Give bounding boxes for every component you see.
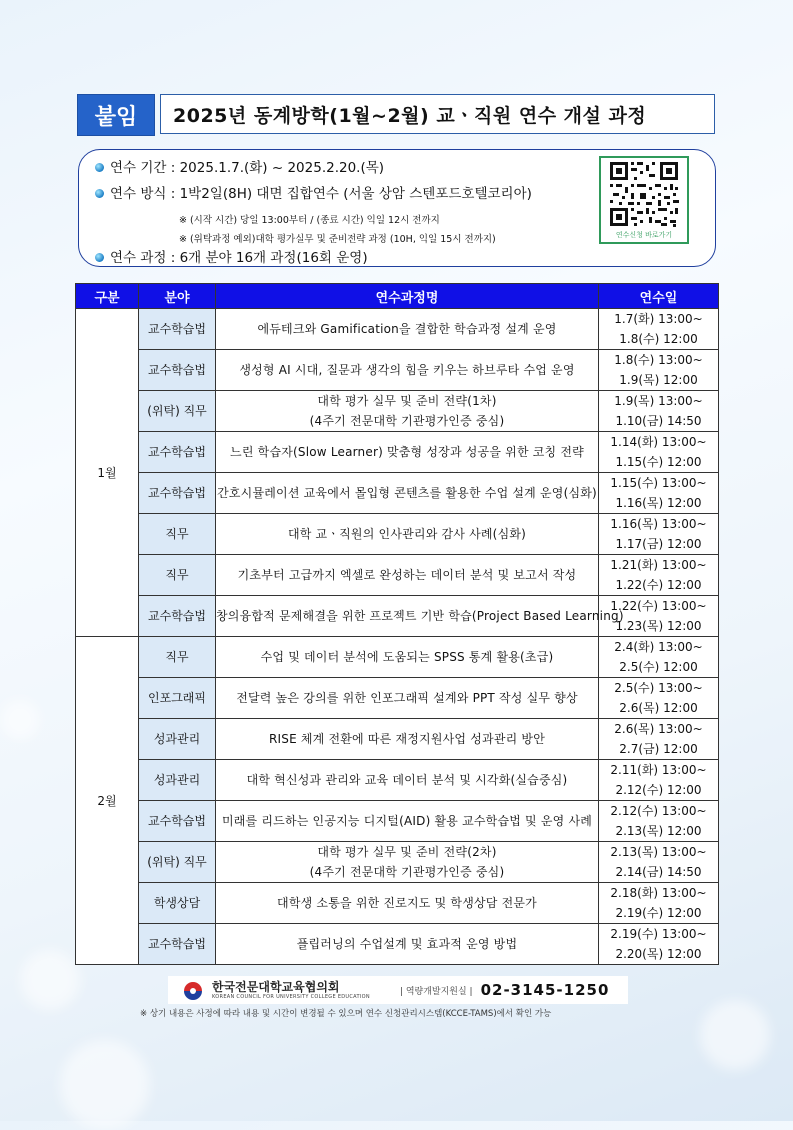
field-cell: 교수학습법 xyxy=(139,432,216,473)
course-cell xyxy=(216,473,599,514)
background-bokeh xyxy=(60,1040,150,1130)
table-header-row xyxy=(76,284,719,309)
course-cell xyxy=(216,637,599,678)
course-name: 플립러닝의 수업설계 및 효과적 운영 방법 xyxy=(296,937,518,951)
date-cell xyxy=(599,760,719,801)
date-start: 2.5(수) 13:00~ xyxy=(614,681,703,695)
course-cell xyxy=(216,842,599,883)
org-emblem-icon xyxy=(182,979,204,1001)
course-name: 대학 교ㆍ직원의 인사관리와 감사 사례(심화) xyxy=(287,527,527,541)
info-method-text: 연수 방식 : 1박2일(8H) 대면 집합연수 (서울 상암 스텐포드호텔코리아) xyxy=(110,186,532,202)
date-start: 1.8(수) 13:00~ xyxy=(614,353,703,367)
course-cell xyxy=(216,350,599,391)
date-cell xyxy=(599,678,719,719)
course-name: 기초부터 고급까지 엑셀로 완성하는 데이터 분석 및 보고서 작성 xyxy=(237,568,577,582)
table-row xyxy=(76,637,719,678)
attachment-tag: 붙임 xyxy=(77,94,155,136)
table-row xyxy=(76,596,719,637)
course-name: 대학 혁신성과 관리와 교육 데이터 분석 및 시각화(실습중심) xyxy=(246,773,568,787)
field-cell: 교수학습법 xyxy=(139,473,216,514)
date-cell xyxy=(599,883,719,924)
course-name: RISE 체계 전환에 따른 재정지원사업 성과관리 방안 xyxy=(268,732,545,746)
field-cell: 직무 xyxy=(139,555,216,596)
qr-caption: 연수신청 바로가기 xyxy=(615,231,673,239)
field-cell: 교수학습법 xyxy=(139,350,216,391)
course-subtitle: (4주기 전문대학 기관평가인증 중심) xyxy=(309,865,505,879)
course-cell xyxy=(216,924,599,965)
course-cell xyxy=(216,760,599,801)
date-end: 1.22(수) 12:00 xyxy=(615,578,702,592)
course-cell xyxy=(216,514,599,555)
date-start: 2.13(목) 13:00~ xyxy=(610,845,707,859)
date-end: 1.16(목) 12:00 xyxy=(615,496,702,510)
bullet-icon xyxy=(95,189,104,198)
date-start: 2.18(화) 13:00~ xyxy=(610,886,707,900)
field-cell: 성과관리 xyxy=(139,760,216,801)
date-end: 2.14(금) 14:50 xyxy=(615,865,702,879)
date-end: 2.6(목) 12:00 xyxy=(619,701,698,715)
bullet-icon xyxy=(95,253,104,262)
table-row xyxy=(76,678,719,719)
field-cell: 직무 xyxy=(139,514,216,555)
field-cell: 교수학습법 xyxy=(139,924,216,965)
field-cell: 직무 xyxy=(139,637,216,678)
info-note-1: ※ (시작 시간) 당일 13:00부터 / (종료 시간) 익일 12시 전까지 xyxy=(179,215,440,226)
date-end: 2.12(수) 12:00 xyxy=(615,783,702,797)
course-name: 창의융합적 문제해결을 위한 프로젝트 기반 학습(Project Based Learning) xyxy=(216,609,624,623)
date-cell xyxy=(599,719,719,760)
info-period-text: 연수 기간 : 2025.1.7.(화) ~ 2025.2.20.(목) xyxy=(110,160,385,176)
phone-number: 02-3145-1250 xyxy=(480,981,610,999)
date-cell xyxy=(599,637,719,678)
info-courses xyxy=(95,246,368,266)
date-cell xyxy=(599,514,719,555)
date-start: 1.16(목) 13:00~ xyxy=(610,517,707,531)
background-bokeh xyxy=(20,950,80,1010)
date-cell xyxy=(599,432,719,473)
date-end: 1.17(금) 12:00 xyxy=(615,537,702,551)
date-cell xyxy=(599,391,719,432)
course-cell xyxy=(216,555,599,596)
date-cell xyxy=(599,596,719,637)
course-name: 에듀테크와 Gamification을 결합한 학습과정 설계 운영 xyxy=(257,322,557,336)
department: | 역량개발지원실 | xyxy=(399,986,473,997)
field-cell: 교수학습법 xyxy=(139,596,216,637)
course-cell xyxy=(216,309,599,350)
table-row xyxy=(76,801,719,842)
field-cell: (위탁) 직무 xyxy=(139,842,216,883)
date-start: 2.6(목) 13:00~ xyxy=(614,722,703,736)
background-bokeh xyxy=(0,700,40,740)
field-cell: 교수학습법 xyxy=(139,309,216,350)
date-start: 1.9(목) 13:00~ xyxy=(614,394,703,408)
header-category: 구분 xyxy=(76,284,139,309)
month-cell: 1월 xyxy=(76,309,139,637)
date-start: 1.15(수) 13:00~ xyxy=(610,476,707,490)
course-name: 느린 학습자(Slow Learner) 맞춤형 성장과 성공을 위한 코칭 전략 xyxy=(230,445,584,459)
info-box xyxy=(78,149,716,267)
header-field: 분야 xyxy=(139,284,216,309)
table-row xyxy=(76,514,719,555)
date-end: 2.5(수) 12:00 xyxy=(619,660,698,674)
course-cell xyxy=(216,678,599,719)
course-subtitle: (4주기 전문대학 기관평가인증 중심) xyxy=(309,414,505,428)
date-start: 1.14(화) 13:00~ xyxy=(610,435,707,449)
date-end: 2.13(목) 12:00 xyxy=(615,824,702,838)
course-name: 전달력 높은 강의를 위한 인포그래픽 설계와 PPT 작성 실무 향상 xyxy=(236,691,578,705)
course-cell xyxy=(216,596,624,637)
qr-code-icon xyxy=(601,158,687,230)
info-method xyxy=(95,182,532,202)
field-cell: 인포그래픽 xyxy=(139,678,216,719)
info-courses-text: 연수 과정 : 6개 분야 16개 과정(16회 운영) xyxy=(110,250,368,266)
date-cell xyxy=(599,555,719,596)
qr-code[interactable] xyxy=(599,156,689,244)
table-row xyxy=(76,842,719,883)
date-end: 2.20(목) 12:00 xyxy=(615,947,702,961)
footer-banner xyxy=(168,976,628,1004)
table-row xyxy=(76,924,719,965)
info-note-2: ※ (위탁과정 예외)대학 평가실무 및 준비전략 과정 (10H, 익일 15시 전까지) xyxy=(179,234,496,245)
table-row xyxy=(76,719,719,760)
date-end: 1.8(수) 12:00 xyxy=(619,332,698,346)
course-cell xyxy=(216,883,599,924)
date-start: 2.12(수) 13:00~ xyxy=(610,804,707,818)
field-cell: 교수학습법 xyxy=(139,801,216,842)
table-row xyxy=(76,432,719,473)
date-cell xyxy=(599,350,719,391)
table-row xyxy=(76,473,719,514)
course-cell xyxy=(216,432,599,473)
header-course: 연수과정명 xyxy=(216,284,599,309)
footnote: ※ 상기 내용은 사정에 따라 내용 및 시간이 변경될 수 있으며 연수 신청관리시스템(KCCE-TAMS)에서 확인 가능 xyxy=(140,1009,552,1019)
table-row xyxy=(76,309,719,350)
org-name: 한국전문대학교육협의회 xyxy=(212,979,340,994)
field-cell: 성과관리 xyxy=(139,719,216,760)
course-name: 간호시뮬레이션 교육에서 몰입형 콘텐츠를 활용한 수업 설계 운영(심화) xyxy=(217,486,597,500)
date-end: 1.10(금) 14:50 xyxy=(615,414,702,428)
field-cell: (위탁) 직무 xyxy=(139,391,216,432)
course-name: 대학 평가 실무 및 준비 전략(1차) xyxy=(317,394,497,408)
table-row xyxy=(76,350,719,391)
page-title: 2025년 동계방학(1월~2월) 교ㆍ직원 연수 개설 과정 xyxy=(160,94,715,134)
bullet-icon xyxy=(95,163,104,172)
org-name-block xyxy=(212,981,370,1000)
date-cell xyxy=(599,924,719,965)
month-cell: 2월 xyxy=(76,637,139,965)
table-row xyxy=(76,883,719,924)
date-start: 1.21(화) 13:00~ xyxy=(610,558,707,572)
course-cell xyxy=(216,801,599,842)
date-end: 2.7(금) 12:00 xyxy=(619,742,698,756)
course-cell xyxy=(216,719,599,760)
table-row xyxy=(76,391,719,432)
course-table xyxy=(75,283,719,965)
date-cell xyxy=(599,842,719,883)
date-end: 1.9(목) 12:00 xyxy=(619,373,698,387)
background-bokeh xyxy=(700,1000,770,1070)
org-name-en: KOREAN COUNCIL FOR UNIVERSITY COLLEGE EDUCATION xyxy=(212,993,370,1000)
date-start: 1.7(화) 13:00~ xyxy=(614,312,703,326)
table-body xyxy=(76,309,719,965)
course-cell xyxy=(216,391,599,432)
field-cell: 학생상담 xyxy=(139,883,216,924)
info-period xyxy=(95,156,384,176)
course-name: 생성형 AI 시대, 질문과 생각의 힘을 키우는 하브루타 수업 운영 xyxy=(239,363,575,377)
date-start: 1.22(수) 13:00~ xyxy=(610,599,707,613)
date-cell xyxy=(599,473,719,514)
date-end: 1.15(수) 12:00 xyxy=(615,455,702,469)
date-start: 2.11(화) 13:00~ xyxy=(610,763,707,777)
date-start: 2.19(수) 13:00~ xyxy=(610,927,707,941)
course-name: 대학 평가 실무 및 준비 전략(2차) xyxy=(317,845,497,859)
date-cell xyxy=(599,801,719,842)
header-date: 연수일 xyxy=(599,284,719,309)
course-name: 수업 및 데이터 분석에 도움되는 SPSS 통계 활용(초급) xyxy=(260,650,554,664)
table-row xyxy=(76,760,719,801)
date-end: 1.23(목) 12:00 xyxy=(615,619,702,633)
course-name: 미래를 리드하는 인공지능 디지털(AID) 활용 교수학습법 및 운영 사례 xyxy=(221,814,593,828)
table-row xyxy=(76,555,719,596)
course-name: 대학생 소통을 위한 진로지도 및 학생상담 전문가 xyxy=(277,896,537,910)
date-start: 2.4(화) 13:00~ xyxy=(614,640,703,654)
date-end: 2.19(수) 12:00 xyxy=(615,906,702,920)
date-cell xyxy=(599,309,719,350)
